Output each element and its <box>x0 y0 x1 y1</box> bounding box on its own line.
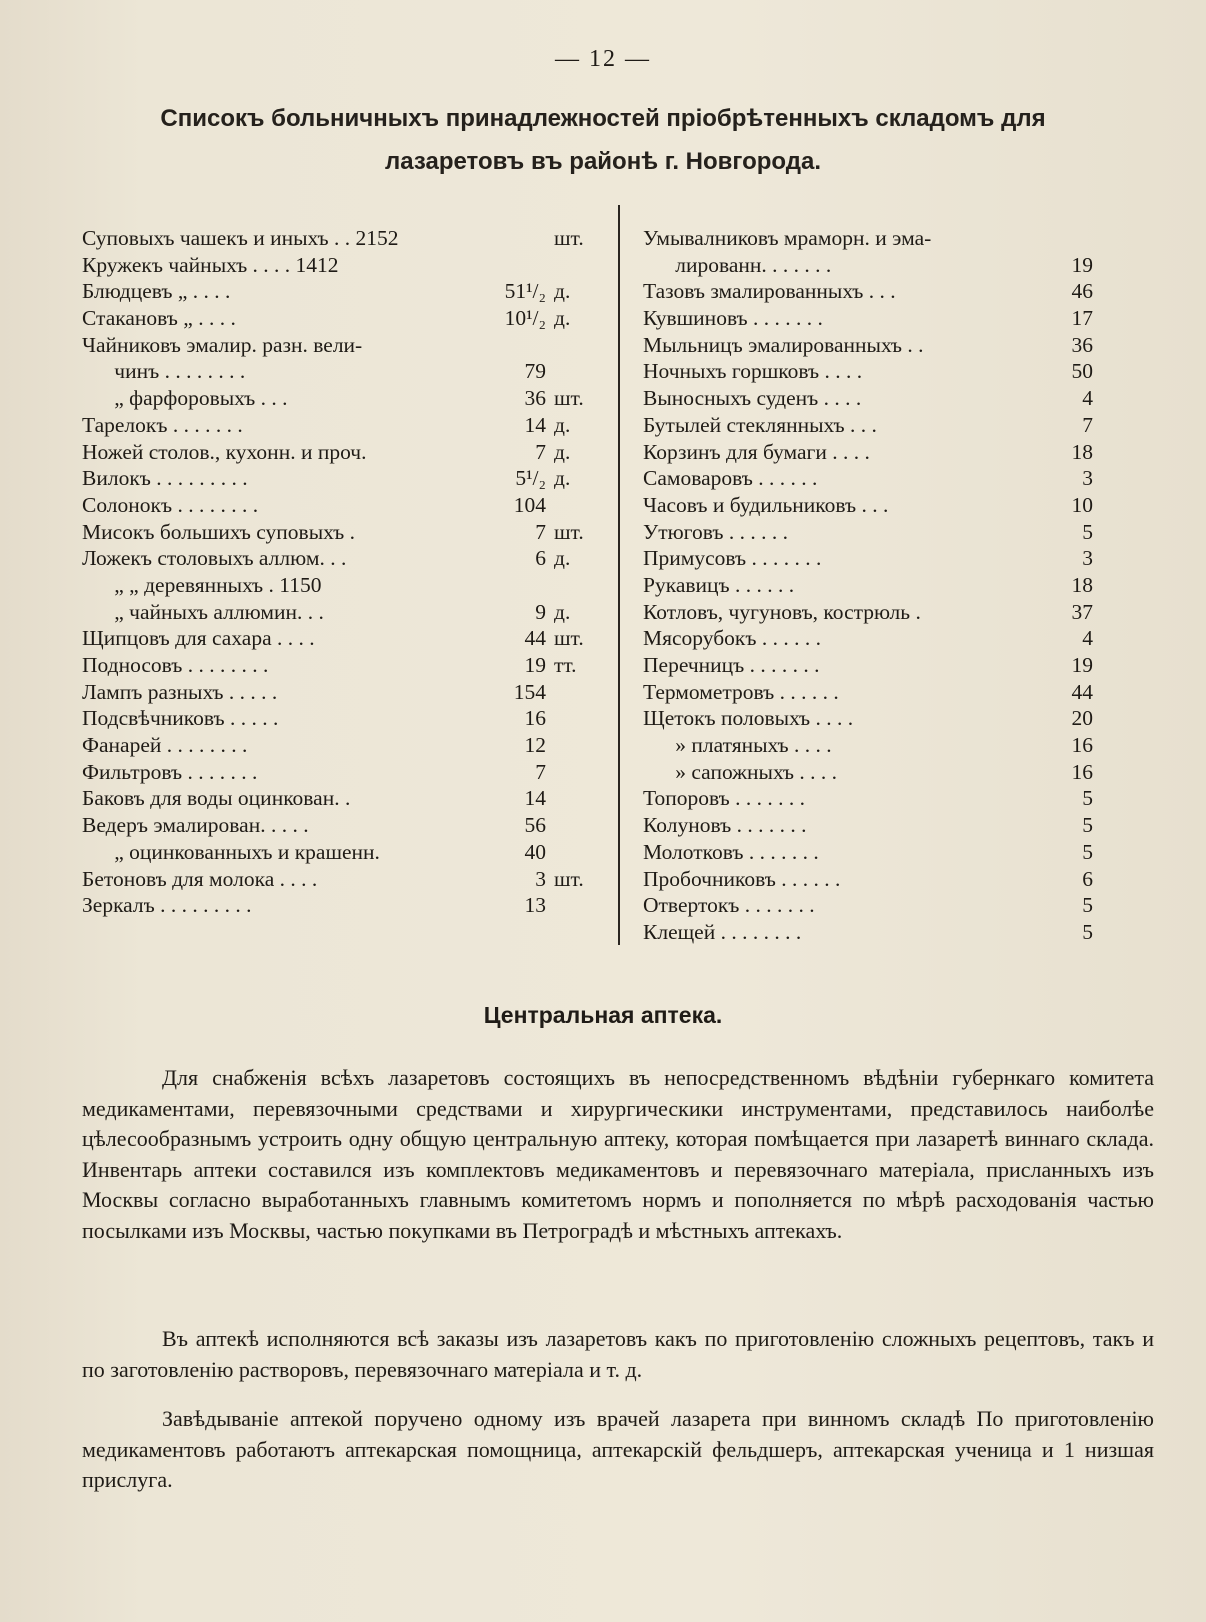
item-name: Фанарей . . . . . . . . <box>82 733 248 758</box>
item-name: Суповыхъ чашекъ и иныхъ . . 2152 <box>82 226 399 250</box>
item-unit: шт. <box>554 626 584 651</box>
list-item <box>643 866 1099 893</box>
item-name: Примусовъ . . . . . . . <box>643 546 822 571</box>
list-item <box>643 358 1099 385</box>
list-title-line-2: лазаретовъ въ районѣ г. Новгорода. <box>385 148 821 175</box>
list-item <box>643 652 1099 679</box>
list-item <box>643 225 1099 252</box>
item-quantity: 7 <box>1082 412 1093 437</box>
item-name: „ фарфоровыхъ . . . <box>82 386 288 411</box>
item-name: Щипцовъ для сахара . . . . <box>82 626 315 651</box>
paragraph-2: Въ аптекѣ исполняются всѣ заказы изъ лазаретовъ какъ по приготовленію сложныхъ рецептовъ, такъ и по заготовленію растворовъ, перевязочнаго матеріала и т. д. <box>82 1326 1154 1382</box>
item-name: Выносныхъ суденъ . . . . <box>643 386 862 411</box>
list-item <box>82 652 602 679</box>
item-quantity: 51¹/₂ <box>504 279 546 304</box>
item-quantity: 5 <box>1082 786 1093 811</box>
list-item <box>82 785 602 812</box>
list-item <box>82 839 602 866</box>
item-name: Котловъ, чугуновъ, кострюль . <box>643 599 921 624</box>
item-quantity: 10¹/₂ <box>504 306 546 331</box>
list-item <box>82 439 602 466</box>
item-unit: тт. <box>554 653 577 677</box>
item-name: Кувшиновъ . . . . . . . <box>643 306 823 331</box>
item-quantity: 16 <box>1071 759 1093 784</box>
item-quantity: 44 <box>524 626 546 651</box>
item-name: „ оцинкованныхъ и крашенн. <box>82 839 380 864</box>
item-name: Топоровъ . . . . . . . <box>643 786 806 811</box>
list-item <box>82 332 602 359</box>
list-item <box>643 919 1099 946</box>
item-quantity: 3 <box>1082 546 1093 571</box>
list-item <box>643 679 1099 706</box>
list-item <box>82 732 602 759</box>
item-unit: шт. <box>554 386 584 411</box>
item-name: » сапожныхъ . . . . <box>643 759 838 784</box>
item-quantity: 50 <box>1071 359 1093 384</box>
item-name: Ножей столов., кухонн. и проч. <box>82 439 367 464</box>
item-quantity: 16 <box>524 706 546 731</box>
item-name: „ „ деревянныхъ . 1150 <box>82 572 322 597</box>
item-name: Баковъ для воды оцинкован. . <box>82 786 351 811</box>
item-quantity: 6 <box>535 546 546 571</box>
item-name: Щетокъ половыхъ . . . . <box>643 706 854 731</box>
list-item <box>643 705 1099 732</box>
item-name: Мясорубокъ . . . . . . <box>643 626 821 651</box>
item-quantity: 5 <box>1082 919 1093 944</box>
list-item <box>643 839 1099 866</box>
item-quantity: 7 <box>535 519 546 544</box>
column-divider <box>618 205 620 945</box>
item-quantity: 3 <box>535 866 546 891</box>
list-item <box>82 412 602 439</box>
list-item <box>643 492 1099 519</box>
item-name: Колуновъ . . . . . . . <box>643 813 807 838</box>
item-name: Подносовъ . . . . . . . . <box>82 653 269 677</box>
list-item <box>82 572 602 599</box>
item-name: Термометровъ . . . . . . <box>643 679 839 704</box>
list-item <box>82 492 602 519</box>
item-quantity: 7 <box>535 439 546 464</box>
item-name: Часовъ и будильниковъ . . . <box>643 492 889 517</box>
item-quantity: 14 <box>524 412 546 437</box>
item-name: Ночныхъ горшковъ . . . . <box>643 359 863 384</box>
item-unit: д. <box>554 439 571 464</box>
item-unit: д. <box>554 279 571 304</box>
list-item <box>82 892 602 919</box>
item-name: Мыльницъ эмалированныхъ . . <box>643 332 924 357</box>
item-unit: д. <box>554 412 571 437</box>
item-quantity: 19 <box>1071 653 1093 677</box>
list-item <box>82 625 602 652</box>
item-quantity: 44 <box>1071 679 1093 704</box>
item-name: Вилокъ . . . . . . . . . <box>82 466 248 491</box>
item-quantity: 4 <box>1082 386 1093 411</box>
item-name: Тарелокъ . . . . . . . <box>82 412 243 437</box>
item-unit: д. <box>554 466 571 491</box>
item-name: Ложекъ столовыхъ аллюм. . . <box>82 546 347 571</box>
item-quantity: 14 <box>524 786 546 811</box>
item-quantity: 46 <box>1071 279 1093 304</box>
list-item <box>643 545 1099 572</box>
section-title: Центральная аптека. <box>483 1002 723 1028</box>
list-item <box>643 278 1099 305</box>
item-name: Бутылей стеклянныхъ . . . <box>643 412 877 437</box>
list-item <box>82 599 602 626</box>
item-name: Стакановъ „ . . . . <box>82 306 236 331</box>
list-item <box>82 385 602 412</box>
list-item <box>643 732 1099 759</box>
item-quantity: 10 <box>1071 492 1093 517</box>
item-name: Пробочниковъ . . . . . . <box>643 866 841 891</box>
item-name: Чайниковъ эмалир. разн. вели- <box>82 332 363 357</box>
item-name: Молотковъ . . . . . . . <box>643 839 819 864</box>
item-name: Мисокъ большихъ суповыхъ . <box>82 519 355 544</box>
list-item <box>643 412 1099 439</box>
list-item <box>82 679 602 706</box>
item-unit: д. <box>554 306 571 331</box>
list-item <box>643 892 1099 919</box>
item-quantity: 4 <box>1082 626 1093 651</box>
item-name: Корзинъ для бумаги . . . . <box>643 439 870 464</box>
item-name: Лампъ разныхъ . . . . . <box>82 679 278 704</box>
page-number: — 12 — <box>555 46 651 72</box>
item-name: Подсвѣчниковъ . . . . . <box>82 706 279 731</box>
item-quantity: 16 <box>1071 733 1093 758</box>
item-quantity: 40 <box>524 839 546 864</box>
list-item <box>82 812 602 839</box>
list-item <box>643 812 1099 839</box>
left-item-column <box>82 225 602 919</box>
item-name: Самоваровъ . . . . . . <box>643 466 818 491</box>
list-item <box>643 252 1099 279</box>
item-quantity: 37 <box>1071 599 1093 624</box>
item-quantity: 12 <box>524 733 546 758</box>
list-item <box>82 545 602 572</box>
item-name: Фильтровъ . . . . . . . <box>82 759 258 784</box>
list-title-line-1: Списокъ больничныхъ принадлежностей пріобрѣтенныхъ складомъ для <box>160 105 1046 132</box>
list-item <box>82 305 602 332</box>
item-name: Солонокъ . . . . . . . . <box>82 492 259 517</box>
item-quantity: 5 <box>1082 839 1093 864</box>
list-item <box>82 866 602 893</box>
item-quantity: 13 <box>524 893 546 918</box>
item-unit: шт. <box>554 519 584 544</box>
item-quantity: 3 <box>1082 466 1093 491</box>
list-item <box>643 439 1099 466</box>
list-item <box>643 572 1099 599</box>
item-quantity: 5 <box>1082 893 1093 918</box>
item-quantity: 5 <box>1082 519 1093 544</box>
item-quantity: 5¹/₂ <box>515 466 546 491</box>
paragraph-3: Завѣдываніе аптекой поручено одному изъ врачей лазарета при винномъ складѣ По приготовленію медикаментовъ работаютъ аптекарская помощница, аптекарскій фельдшеръ, аптекарская ученица и 1 низшая прислуга. <box>82 1406 1154 1493</box>
item-quantity: 56 <box>524 813 546 838</box>
item-quantity: 36 <box>524 386 546 411</box>
item-quantity: 6 <box>1082 866 1093 891</box>
item-quantity: 18 <box>1071 439 1093 464</box>
list-item <box>643 519 1099 546</box>
list-item <box>643 785 1099 812</box>
item-name: Кружекъ чайныхъ . . . . 1412 <box>82 252 339 277</box>
list-item <box>82 759 602 786</box>
item-quantity: 7 <box>535 759 546 784</box>
list-item <box>643 305 1099 332</box>
item-quantity: 5 <box>1082 813 1093 838</box>
right-item-column <box>643 225 1099 946</box>
list-item <box>82 252 602 279</box>
item-quantity: 154 <box>513 679 546 704</box>
item-name: Тазовъ змалированныхъ . . . <box>643 279 896 304</box>
list-item <box>82 465 602 492</box>
item-name: Блюдцевъ „ . . . . <box>82 279 231 304</box>
item-unit: д. <box>554 599 571 624</box>
item-name: Отвертокъ . . . . . . . <box>643 893 815 918</box>
item-quantity: 17 <box>1071 306 1093 331</box>
list-item <box>643 759 1099 786</box>
item-name: Ведеръ эмалирован. . . . . <box>82 813 309 838</box>
list-item <box>82 225 602 252</box>
item-unit: шт. <box>554 226 584 250</box>
item-name: чинъ . . . . . . . . <box>82 359 246 384</box>
item-quantity: 20 <box>1071 706 1093 731</box>
list-item <box>82 705 602 732</box>
list-item <box>82 519 602 546</box>
list-item <box>643 465 1099 492</box>
item-name: Зеркалъ . . . . . . . . . <box>82 893 252 918</box>
list-item <box>643 332 1099 359</box>
list-item <box>643 625 1099 652</box>
item-name: Клещей . . . . . . . . <box>643 919 802 944</box>
item-name: Рукавицъ . . . . . . <box>643 572 795 597</box>
list-item <box>643 385 1099 412</box>
item-name: „ чайныхъ аллюмин. . . <box>82 599 324 624</box>
item-quantity: 18 <box>1071 572 1093 597</box>
item-name: Утюговъ . . . . . . <box>643 519 788 544</box>
item-name: Бетоновъ для молока . . . . <box>82 866 318 891</box>
list-item <box>643 599 1099 626</box>
list-item <box>82 358 602 385</box>
item-quantity: 36 <box>1071 332 1093 357</box>
paragraph-1: Для снабженія всѣхъ лазаретовъ состоящихъ въ непосредственномъ вѣдѣніи губернкаго комитета медикаментами, перевязочными средствами и хирургическики инструментами, представилось наиболѣе цѣлесообразнымъ устроить одну общую центральную аптеку, которая помѣщается при лазаретѣ виннаго склада. Инвентарь аптеки составился изъ комплектовъ медикаментовъ и перевязочнаго матеріала, присланныхъ изъ Москвы согласно выработанныхъ главнымъ комитетомъ нормъ и пополняется по мѣрѣ расходованія частью посылками изъ Москвы, частью покупками въ Петроградѣ и мѣстныхъ аптекахъ. <box>82 1065 1154 1243</box>
item-name: лированн. . . . . . . <box>643 252 832 277</box>
item-unit: шт. <box>554 866 584 891</box>
item-quantity: 79 <box>524 359 546 384</box>
item-unit: д. <box>554 546 571 571</box>
item-quantity: 104 <box>513 492 546 517</box>
item-quantity: 9 <box>535 599 546 624</box>
item-name: Перечницъ . . . . . . . <box>643 653 820 677</box>
item-quantity: 19 <box>524 653 546 677</box>
item-name: » платяныхъ . . . . <box>643 733 832 758</box>
item-quantity: 19 <box>1071 252 1093 277</box>
item-name: Умывалниковъ мраморн. и эма- <box>643 226 932 250</box>
list-item <box>82 278 602 305</box>
